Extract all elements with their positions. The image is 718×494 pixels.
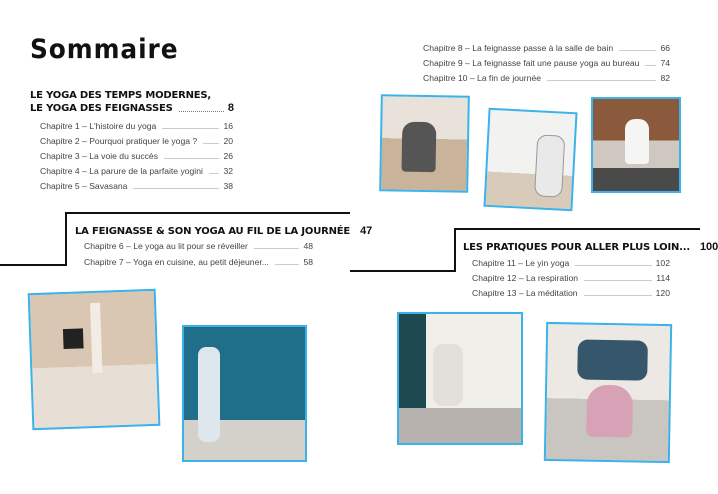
leader-line: [203, 143, 219, 144]
frame-line: [65, 212, 350, 214]
section-1-heading[interactable]: [30, 100, 234, 114]
leader-line: [162, 128, 219, 129]
toc-entry[interactable]: [472, 286, 670, 298]
chapter-label: Chapitre 8 – La feignasse passe à la salle de bain: [423, 43, 614, 53]
photo-office-yoga: [483, 108, 577, 212]
chapter-label: Chapitre 4 – La parure de la parfaite yogini: [40, 166, 203, 176]
toc-entry[interactable]: [423, 41, 670, 53]
section-2-heading[interactable]: [75, 223, 373, 237]
frame-line: [454, 228, 700, 230]
chapter-label: Chapitre 9 – La feignasse fait une pause yoga au bureau: [423, 58, 640, 68]
frame-line: [350, 270, 456, 272]
chapter-page: 66: [660, 43, 670, 53]
photo-evening-yoga: [591, 97, 681, 193]
chapter-page: 16: [223, 121, 233, 131]
photo-yin-yoga: [397, 312, 523, 445]
chapter-label: Chapitre 5 – Savasana: [40, 181, 128, 191]
chapter-label: Chapitre 6 – Le yoga au lit pour se réveiller: [84, 241, 248, 251]
chapter-page: 82: [660, 73, 670, 83]
toc-entry[interactable]: [423, 71, 670, 83]
leader-dots: [179, 111, 224, 112]
toc-entry[interactable]: [472, 271, 670, 283]
chapter-label: Chapitre 10 – La fin de journée: [423, 73, 542, 83]
chapter-page: 58: [303, 257, 313, 267]
chapter-page: 32: [223, 166, 233, 176]
section-1-page: 8: [227, 102, 234, 114]
chapter-label: Chapitre 11 – Le yin yoga: [472, 258, 570, 268]
toc-entry[interactable]: [84, 239, 313, 251]
section-3-heading[interactable]: [463, 239, 718, 253]
leader-line: [547, 80, 656, 81]
chapter-page: 102: [655, 258, 670, 268]
chapter-page: 48: [303, 241, 313, 251]
toc-entry[interactable]: [40, 149, 233, 161]
leader-line: [584, 280, 652, 281]
toc-entry[interactable]: [40, 179, 233, 191]
chapter-label: Chapitre 1 – L'histoire du yoga: [40, 121, 157, 131]
photo-bathroom-yoga: [379, 94, 470, 193]
chapter-page: 20: [223, 136, 233, 146]
frame-line: [65, 212, 67, 266]
chapter-label: Chapitre 7 – Yoga en cuisine, au petit déjeuner...: [84, 257, 269, 267]
chapter-page: 114: [656, 273, 670, 283]
section-1-title-line1: LE YOGA DES TEMPS MODERNES,: [30, 90, 212, 101]
page-title: Sommaire: [30, 34, 179, 65]
toc-entry[interactable]: [423, 56, 670, 68]
leader-line: [254, 248, 300, 249]
section-1-title-line2: LE YOGA DES FEIGNASSES: [30, 103, 173, 114]
frame-line: [454, 228, 456, 272]
photo-kitchen-yoga: [182, 325, 307, 462]
chapter-label: Chapitre 3 – La voie du succès: [40, 151, 158, 161]
chapter-label: Chapitre 13 – La méditation: [472, 288, 578, 298]
leader-line: [164, 158, 219, 159]
leader-line: [584, 295, 652, 296]
toc-entry[interactable]: [472, 256, 670, 268]
chapter-page: 38: [223, 181, 233, 191]
section-2-title: LA FEIGNASSE & SON YOGA AU FIL DE LA JOURNÉE: [75, 226, 351, 237]
section-3-page: 100: [699, 241, 718, 253]
section-2-page: 47: [360, 225, 373, 237]
leader-line: [619, 50, 656, 51]
leader-line: [133, 188, 219, 189]
chapter-label: Chapitre 2 – Pourquoi pratiquer le yoga ?: [40, 136, 198, 146]
section-3-title: LES PRATIQUES POUR ALLER PLUS LOIN...: [463, 242, 690, 253]
chapter-page: 74: [660, 58, 670, 68]
leader-line: [575, 265, 651, 266]
chapter-label: Chapitre 12 – La respiration: [472, 273, 579, 283]
toc-entry[interactable]: [84, 255, 313, 267]
toc-entry[interactable]: [40, 164, 233, 176]
frame-line: [0, 264, 67, 266]
photo-bed-yoga: [28, 289, 161, 430]
toc-entry[interactable]: [40, 134, 233, 146]
photo-meditation: [544, 322, 672, 463]
leader-line: [275, 264, 300, 265]
toc-entry[interactable]: [40, 119, 233, 131]
leader-line: [645, 65, 656, 66]
chapter-page: 120: [655, 288, 670, 298]
chapter-page: 26: [223, 151, 233, 161]
leader-line: [209, 173, 220, 174]
